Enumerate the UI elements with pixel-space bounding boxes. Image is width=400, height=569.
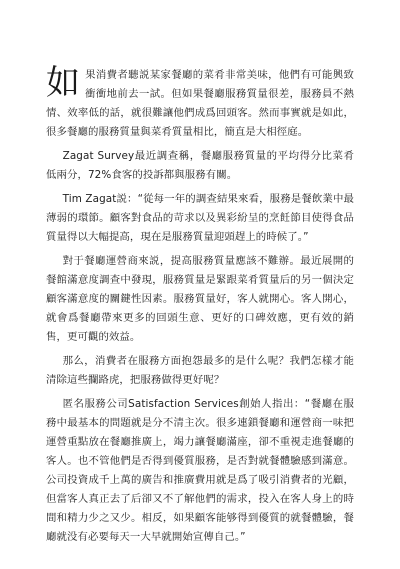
drop-cap: 如 <box>46 63 81 103</box>
paragraph-3: Tim Zagat説：“從每一年的調查結果來看，服務是餐飲業中最薄弱的環節。顧客對食品的苛求以及異彩紛呈的烹飪節目使得食品質量得以大幅提高，現在是服務質量迎頭趕上的時候了。” <box>46 193 354 243</box>
paragraph-5: 那么，消費者在服務方面抱怨最多的是什么呢？我們怎樣才能清除這些攔路虎，把服務做得更好呢？ <box>46 355 354 386</box>
paragraph-1 <box>46 63 354 142</box>
paragraph-1-text: 果消費者聽説某家餐廳的菜肴非常美味，他們有可能興致衝衝地前去一試。但如果餐廳服務質量很差，服務員不熱情、效率低的話，就很難讓他們成爲回頭客。然而事實就是如此，很多餐廳的服務質量與菜肴質量相比，簡直是大相徑庭。 <box>46 69 354 138</box>
paragraph-2: Zagat Survey最近調查稱，餐廳服務質量的平均得分比菜肴低兩分，72%食客的投訴都與服務有關。 <box>46 150 354 181</box>
paragraph-4: 對于餐廳運營商來説，提高服務質量應該不難辦。最近展開的餐館滿意度調查中發現，服務質量是緊跟菜肴質量后的另一個決定顧客滿意度的關鍵性因素。服務質量好，客人就開心。客人開心，就會爲餐廳帶來更多的回頭生意、更好的口碑效應，更有效的銷售，更可觀的效益。 <box>46 255 354 343</box>
paragraph-6: 匿名服務公司Satisfaction Services創始人指出：“餐廳在服務中最基本的問題就是分不清主次。很多連鎖餐廳和運營商一味把運營重點放在餐廳推廣上，竭力讓餐廳滿座，卻不重視走進餐廳的客人。也不管他們是否得到優質服務，是否對就餐體驗感到滿意。公司投資成千上萬的廣告和推廣費用就是爲了吸引消費者的光顧，但當客人真正去了后卻又不了解他們的需求，投入在客人身上的時間和精力少之又少。相反，如果顧客能够得到優質的就餐體驗，餐廳就没有必要每天一大早就開始宣傳自己。” <box>46 398 354 543</box>
